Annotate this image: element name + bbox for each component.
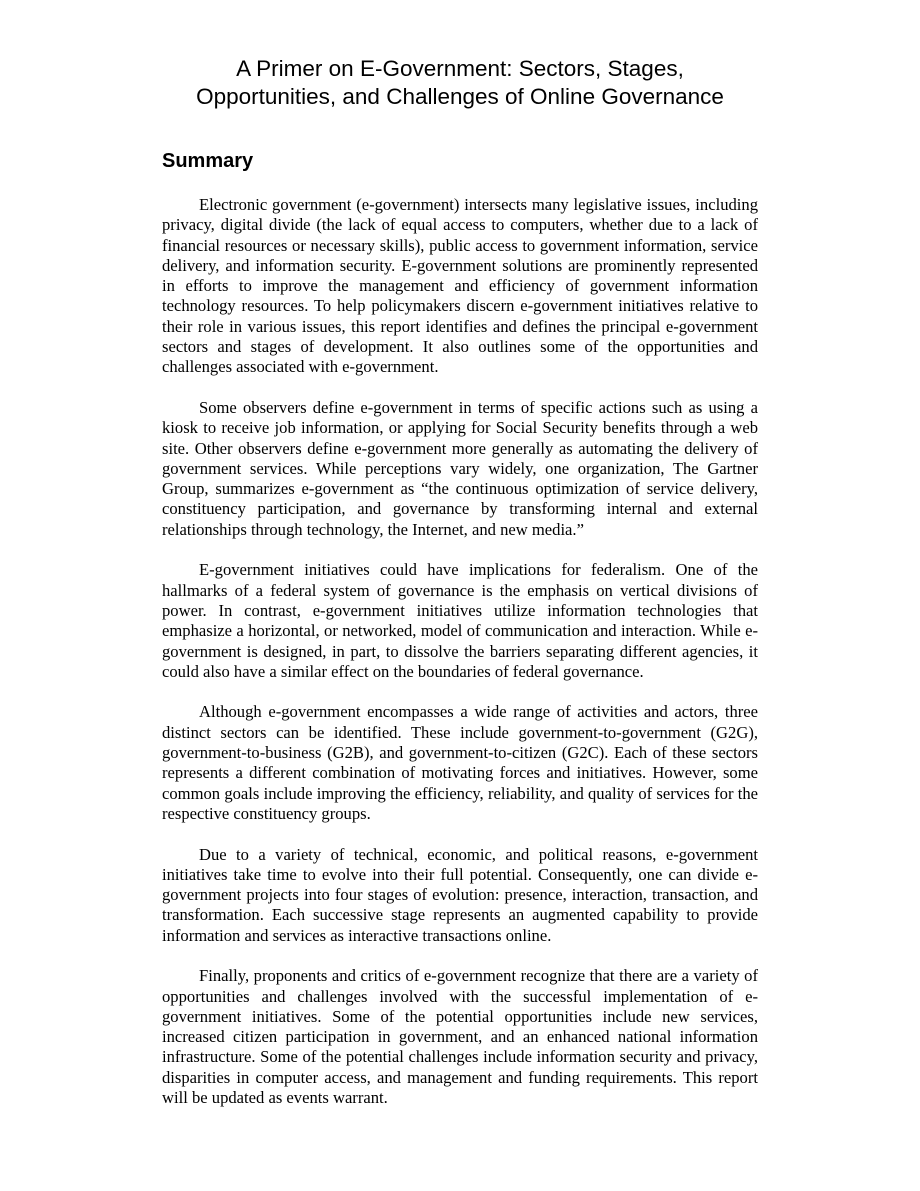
summary-body xyxy=(162,195,758,1129)
title-line-1: A Primer on E-Government: Sectors, Stages, xyxy=(236,56,684,81)
paragraph-3: E-government initiatives could have implications for federalism. One of the hallmarks of a federal system of governance is the emphasis on vertical divisions of power. In contrast, e-government initiatives utilize information technologies that emphasize a horizontal, or networked, model of communication and interaction. While e-government is designed, in part, to dissolve the barriers separating different agencies, it could also have a similar effect on the boundaries of federal governance. xyxy=(162,560,758,681)
paragraph-6: Finally, proponents and critics of e-government recognize that there are a variety of opportunities and challenges involved with the successful implementation of e-government initiatives. Some of the potential opportunities include new services, increased citizen participation in government, and an enhanced national information infrastructure. Some of the potential challenges include information security and privacy, disparities in computer access, and management and funding requirements. This report will be updated as events warrant. xyxy=(162,966,758,1108)
paragraph-2: Some observers define e-government in terms of specific actions such as using a kiosk to receive job information, or applying for Social Security benefits through a web site. Other observers define e-government more generally as automating the delivery of government services. While perceptions vary widely, one organization, The Gartner Group, summarizes e-government as “the continuous optimization of service delivery, constituency participation, and governance by transforming internal and external relationships through technology, the Internet, and new media.” xyxy=(162,397,758,539)
document-title xyxy=(162,55,758,111)
paragraph-5: Due to a variety of technical, economic, and political reasons, e-government initiatives take time to evolve into their full potential. Consequently, one can divide e-government projects into four stages of evolution: presence, interaction, transaction, and transformation. Each successive stage represents an augmented capability to provide information and services as interactive transactions online. xyxy=(162,844,758,945)
paragraph-1: Electronic government (e-government) intersects many legislative issues, including privacy, digital divide (the lack of equal access to computers, whether due to a lack of financial resources or necessary skills), public access to government information, service delivery, and information security. E-government solutions are prominently represented in efforts to improve the management and efficiency of government information technology resources. To help policymakers discern e-government initiatives relative to their role in various issues, this report identifies and defines the principal e-government sectors and stages of development. It also outlines some of the opportunities and challenges associated with e-government. xyxy=(162,195,758,377)
title-line-2: Opportunities, and Challenges of Online Governance xyxy=(196,84,724,109)
document-page xyxy=(162,55,758,1108)
summary-heading: Summary xyxy=(162,150,254,172)
paragraph-4: Although e-government encompasses a wide range of activities and actors, three distinct sectors can be identified. These include government-to-government (G2G), government-to-business (G2B), and government-to-citizen (G2C). Each of these sectors represents a different combination of motivating forces and initiatives. However, some common goals include improving the efficiency, reliability, and quality of services for the respective constituency groups. xyxy=(162,702,758,823)
